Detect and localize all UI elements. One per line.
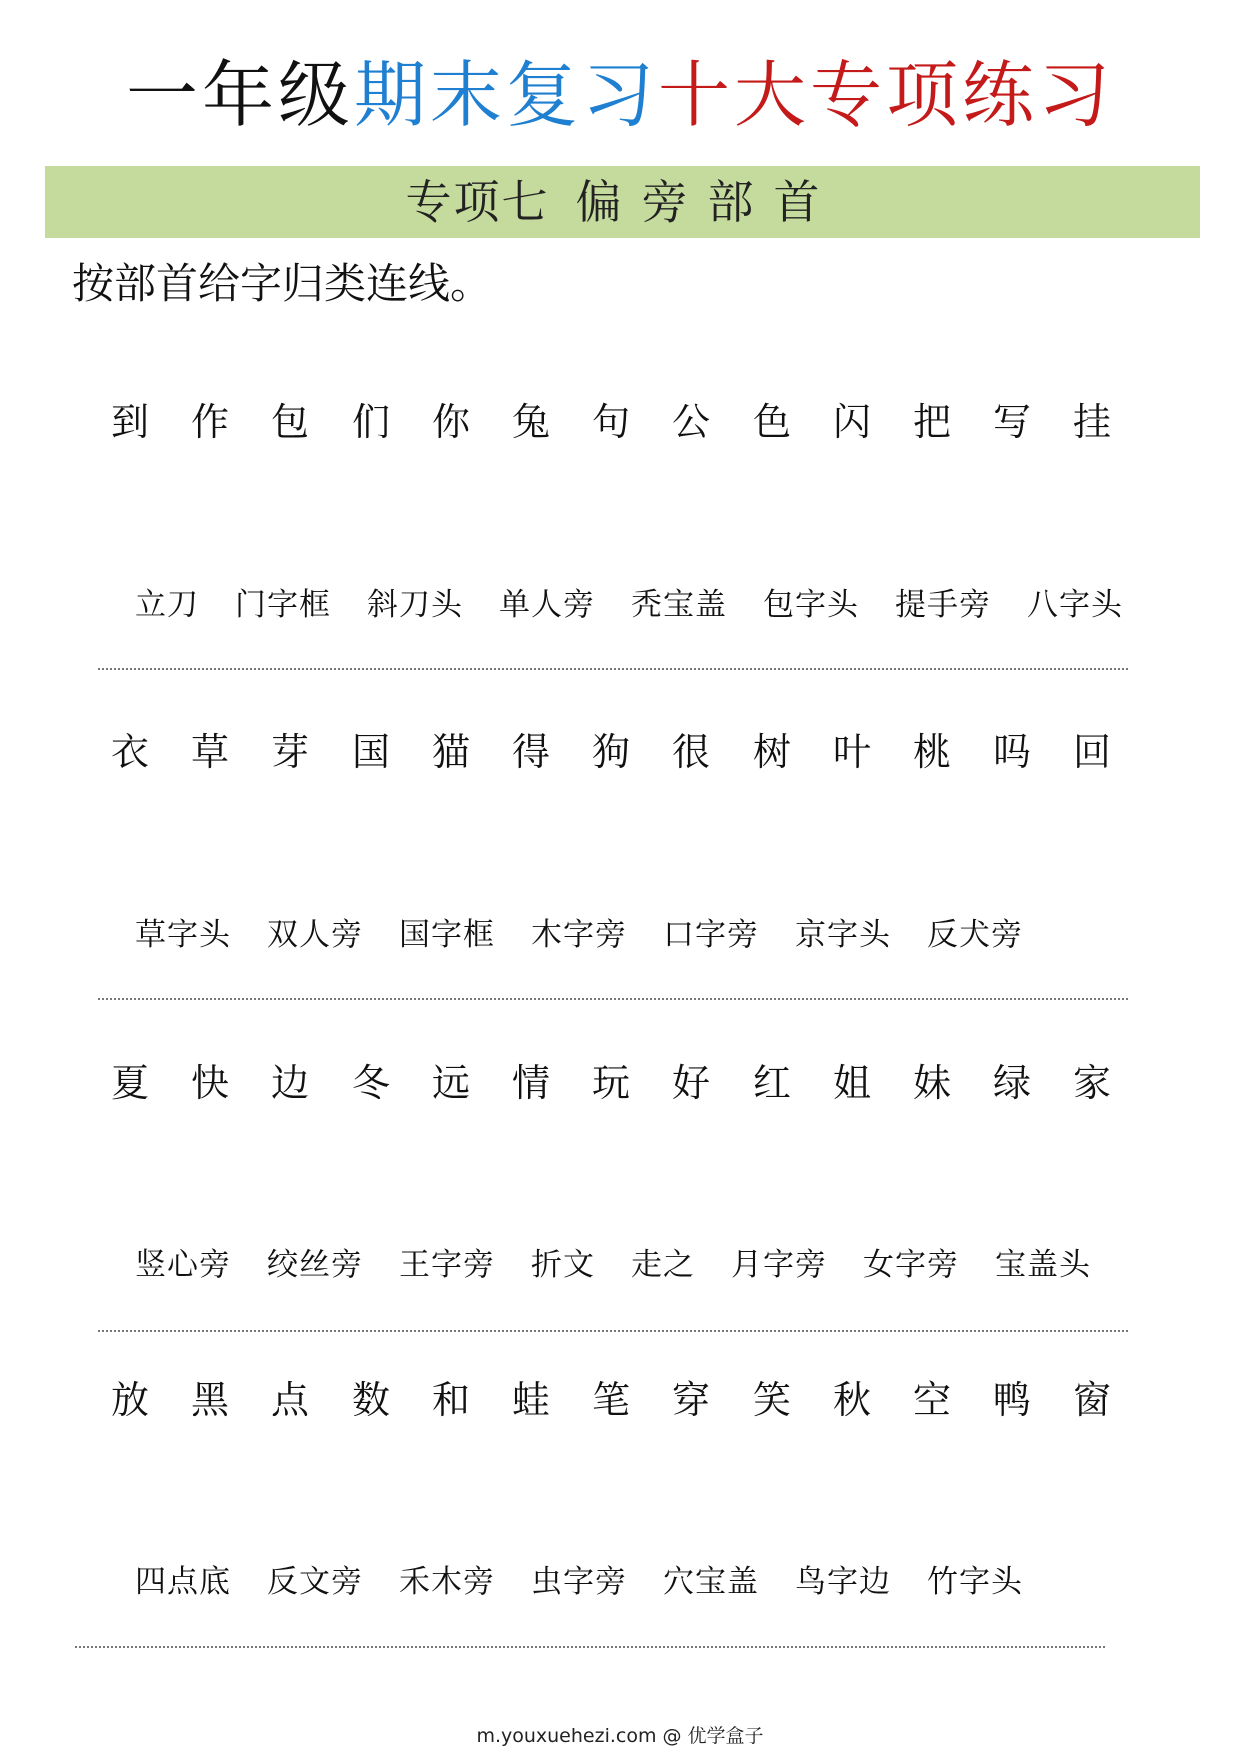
character-item[interactable]: 猫 [431,730,470,774]
radical-item[interactable]: 月字旁 [731,1247,827,1283]
character-item[interactable]: 情 [511,1061,550,1105]
character-item[interactable]: 快 [190,1061,229,1105]
radical-row [135,910,1059,960]
character-item[interactable]: 妹 [912,1061,951,1105]
character-item[interactable]: 蛙 [511,1378,550,1422]
dotted-divider [75,1646,1105,1648]
radical-item[interactable]: 八字头 [1027,587,1123,623]
character-item[interactable]: 得 [511,730,550,774]
character-item[interactable]: 衣 [110,730,149,774]
page-title [0,50,1240,140]
character-item[interactable]: 挂 [1072,400,1111,444]
character-item[interactable]: 好 [671,1061,710,1105]
character-item[interactable]: 写 [992,400,1031,444]
character-item[interactable]: 放 [110,1378,149,1422]
character-item[interactable]: 家 [1072,1061,1111,1105]
dotted-divider [98,998,1128,1000]
radical-row [135,580,1159,630]
radical-item[interactable]: 门字框 [235,587,331,623]
character-item[interactable]: 和 [431,1378,470,1422]
character-item[interactable]: 树 [752,730,791,774]
radical-item[interactable]: 国字框 [399,917,495,953]
character-item[interactable]: 叶 [832,730,871,774]
character-item[interactable]: 笔 [591,1378,630,1422]
section-banner [45,166,1200,238]
radical-item[interactable]: 禾木旁 [399,1564,495,1600]
character-item[interactable]: 很 [671,730,710,774]
title-part-grade: 一年级 [125,53,354,137]
character-item[interactable]: 作 [190,400,229,444]
character-item[interactable]: 空 [912,1378,951,1422]
title-part-exercises: 十大专项练习 [658,53,1115,137]
character-item[interactable]: 笑 [752,1378,791,1422]
character-item[interactable]: 姐 [832,1061,871,1105]
character-item[interactable]: 鸭 [992,1378,1031,1422]
radical-item[interactable]: 反犬旁 [927,917,1023,953]
radical-item[interactable]: 虫字旁 [531,1564,627,1600]
radical-row [135,1240,1127,1290]
character-item[interactable]: 你 [431,400,470,444]
character-item[interactable]: 秋 [832,1378,871,1422]
dotted-divider [98,668,1128,670]
character-item[interactable]: 黑 [190,1378,229,1422]
character-item[interactable]: 们 [351,400,390,444]
character-item[interactable]: 兔 [511,400,550,444]
radical-item[interactable]: 四点底 [135,1564,231,1600]
radical-item[interactable]: 口字旁 [663,917,759,953]
radical-item[interactable]: 王字旁 [399,1247,495,1283]
radical-item[interactable]: 斜刀头 [367,587,463,623]
radical-item[interactable]: 走之 [631,1247,695,1283]
dotted-divider [98,1330,1128,1332]
radical-item[interactable]: 草字头 [135,917,231,953]
radical-item[interactable]: 女字旁 [863,1247,959,1283]
character-item[interactable]: 芽 [270,730,309,774]
radical-item[interactable]: 木字旁 [531,917,627,953]
radical-item[interactable]: 包字头 [763,587,859,623]
character-item[interactable]: 冬 [351,1061,390,1105]
radical-item[interactable]: 双人旁 [267,917,363,953]
radical-item[interactable]: 宝盖头 [995,1247,1091,1283]
character-item[interactable]: 闪 [832,400,871,444]
character-item[interactable]: 夏 [110,1061,149,1105]
character-item[interactable]: 数 [351,1378,390,1422]
radical-item[interactable]: 绞丝旁 [267,1247,363,1283]
character-item[interactable]: 草 [190,730,229,774]
radical-item[interactable]: 反文旁 [267,1564,363,1600]
character-item[interactable]: 穿 [671,1378,710,1422]
character-item[interactable]: 狗 [591,730,630,774]
character-item[interactable]: 色 [752,400,791,444]
character-item[interactable]: 边 [270,1061,309,1105]
radical-item[interactable]: 提手旁 [895,587,991,623]
character-item[interactable]: 公 [671,400,710,444]
character-item[interactable]: 包 [270,400,309,444]
character-item[interactable]: 吗 [992,730,1031,774]
radical-item[interactable]: 鸟字边 [795,1564,891,1600]
instruction-text: 按部首给字归类连线。 [72,259,493,308]
character-item[interactable]: 红 [752,1061,791,1105]
character-item[interactable]: 远 [431,1061,470,1105]
radical-row [135,1557,1059,1607]
banner-prefix: 专项七 [405,175,550,229]
radical-item[interactable]: 穴宝盖 [663,1564,759,1600]
radical-item[interactable]: 竹字头 [927,1564,1023,1600]
radical-item[interactable]: 立刀 [135,587,199,623]
radical-item[interactable]: 京字头 [795,917,891,953]
radical-item[interactable]: 竖心旁 [135,1247,231,1283]
radical-item[interactable]: 秃宝盖 [631,587,727,623]
radical-item[interactable]: 折文 [531,1247,595,1283]
radical-item[interactable]: 单人旁 [499,587,595,623]
character-item[interactable]: 绿 [992,1061,1031,1105]
character-item[interactable]: 回 [1072,730,1111,774]
character-item[interactable]: 句 [591,400,630,444]
character-item[interactable]: 窗 [1072,1378,1111,1422]
footer-credit: m.youxuehezi.com @ 优学盒子 [476,1725,764,1747]
character-item[interactable]: 到 [110,400,149,444]
title-part-review: 期末复习 [353,53,658,137]
character-item[interactable]: 国 [351,730,390,774]
character-item[interactable]: 桃 [912,730,951,774]
character-item[interactable]: 点 [270,1378,309,1422]
character-item[interactable]: 玩 [591,1061,630,1105]
character-item[interactable]: 把 [912,400,951,444]
banner-topic: 偏旁部首 [575,175,840,229]
